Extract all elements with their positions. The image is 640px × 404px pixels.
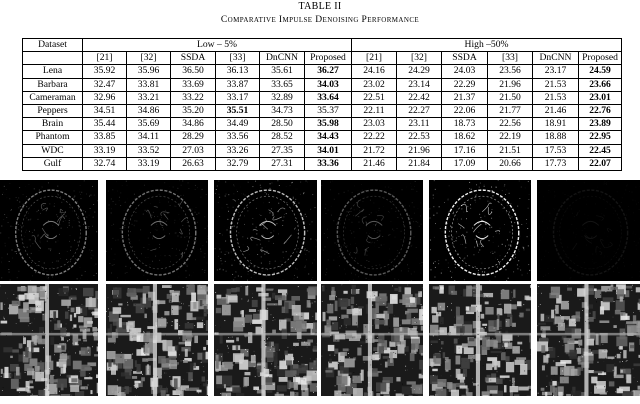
results-table bbox=[22, 38, 622, 171]
table-row bbox=[23, 65, 622, 78]
psnr-high-cell: 23.01 bbox=[579, 91, 622, 104]
psnr-high-cell: 22.42 bbox=[397, 91, 442, 104]
psnr-low-cell: 34.11 bbox=[127, 131, 171, 144]
header-group-low: Low – 5% bbox=[83, 39, 352, 52]
psnr-high-cell: 22.29 bbox=[442, 78, 488, 91]
psnr-low-cell: 33.19 bbox=[127, 157, 171, 170]
psnr-low-cell: 33.19 bbox=[83, 144, 127, 157]
psnr-high-cell: 22.51 bbox=[352, 91, 397, 104]
psnr-high-cell: 21.51 bbox=[488, 144, 533, 157]
header-blank bbox=[23, 52, 83, 65]
psnr-high-cell: 22.19 bbox=[488, 131, 533, 144]
psnr-high-cell: 22.56 bbox=[488, 118, 533, 131]
psnr-low-cell: 35.61 bbox=[260, 65, 305, 78]
header-dataset: Dataset bbox=[23, 39, 83, 52]
psnr-high-cell: 24.16 bbox=[352, 65, 397, 78]
header-row-methods bbox=[23, 52, 622, 65]
aerial-image-5 bbox=[429, 284, 531, 396]
psnr-high-cell: 24.29 bbox=[397, 65, 442, 78]
psnr-low-cell: 34.03 bbox=[305, 78, 352, 91]
psnr-high-cell: 17.09 bbox=[442, 157, 488, 170]
brain-image-5 bbox=[429, 180, 531, 281]
result-figure bbox=[0, 180, 640, 404]
table-row bbox=[23, 118, 622, 131]
psnr-high-cell: 18.88 bbox=[533, 131, 579, 144]
psnr-low-cell: 35.37 bbox=[305, 104, 352, 117]
psnr-low-cell: 34.86 bbox=[171, 118, 216, 131]
table-row bbox=[23, 157, 622, 170]
psnr-high-cell: 23.14 bbox=[397, 78, 442, 91]
psnr-high-cell: 24.59 bbox=[579, 65, 622, 78]
table-body bbox=[23, 65, 622, 171]
psnr-low-cell: 33.21 bbox=[127, 91, 171, 104]
psnr-low-cell: 36.27 bbox=[305, 65, 352, 78]
psnr-low-cell: 27.31 bbox=[260, 157, 305, 170]
psnr-high-cell: 21.96 bbox=[488, 78, 533, 91]
psnr-high-cell: 21.77 bbox=[488, 104, 533, 117]
aerial-panel-4 bbox=[321, 284, 423, 396]
header-method-low-2: [32] bbox=[127, 52, 171, 65]
dataset-name: Brain bbox=[23, 118, 83, 131]
aerial-panel-3 bbox=[214, 284, 317, 396]
header-method-low-4: [33] bbox=[216, 52, 260, 65]
psnr-low-cell: 34.49 bbox=[216, 118, 260, 131]
brain-panel-6 bbox=[537, 180, 640, 281]
header-method-high-3: SSDA bbox=[442, 52, 488, 65]
psnr-high-cell: 22.11 bbox=[352, 104, 397, 117]
header-method-high-6: Proposed bbox=[579, 52, 622, 65]
psnr-high-cell: 22.22 bbox=[352, 131, 397, 144]
brain-panel-4 bbox=[321, 180, 423, 281]
dataset-name: Peppers bbox=[23, 104, 83, 117]
dataset-name: Gulf bbox=[23, 157, 83, 170]
psnr-low-cell: 33.52 bbox=[127, 144, 171, 157]
psnr-high-cell: 17.16 bbox=[442, 144, 488, 157]
header-row-groups bbox=[23, 39, 622, 52]
psnr-low-cell: 35.20 bbox=[171, 104, 216, 117]
psnr-low-cell: 35.96 bbox=[127, 65, 171, 78]
psnr-low-cell: 32.96 bbox=[83, 91, 127, 104]
psnr-high-cell: 23.89 bbox=[579, 118, 622, 131]
psnr-low-cell: 35.92 bbox=[83, 65, 127, 78]
psnr-high-cell: 21.46 bbox=[533, 104, 579, 117]
psnr-high-cell: 21.50 bbox=[488, 91, 533, 104]
table-row bbox=[23, 91, 622, 104]
header-method-low-1: [21] bbox=[83, 52, 127, 65]
psnr-high-cell: 24.03 bbox=[442, 65, 488, 78]
aerial-image-2 bbox=[106, 284, 208, 396]
psnr-low-cell: 32.47 bbox=[83, 78, 127, 91]
psnr-low-cell: 26.63 bbox=[171, 157, 216, 170]
psnr-low-cell: 35.44 bbox=[83, 118, 127, 131]
table-row bbox=[23, 78, 622, 91]
psnr-low-cell: 27.03 bbox=[171, 144, 216, 157]
psnr-low-cell: 35.51 bbox=[216, 104, 260, 117]
table-caption: Comparative Impulse Denoising Performance bbox=[220, 15, 420, 25]
psnr-low-cell: 32.74 bbox=[83, 157, 127, 170]
psnr-high-cell: 21.53 bbox=[533, 91, 579, 104]
psnr-low-cell: 36.13 bbox=[216, 65, 260, 78]
aerial-panel-5 bbox=[429, 284, 531, 396]
psnr-low-cell: 33.22 bbox=[171, 91, 216, 104]
psnr-low-cell: 28.50 bbox=[260, 118, 305, 131]
psnr-low-cell: 33.69 bbox=[171, 78, 216, 91]
psnr-high-cell: 23.11 bbox=[397, 118, 442, 131]
brain-panel-2 bbox=[106, 180, 208, 281]
header-method-low-3: SSDA bbox=[171, 52, 216, 65]
psnr-high-cell: 21.46 bbox=[352, 157, 397, 170]
dataset-name: Barbara bbox=[23, 78, 83, 91]
psnr-high-cell: 22.07 bbox=[579, 157, 622, 170]
header-method-high-4: [33] bbox=[488, 52, 533, 65]
aerial-image-3 bbox=[214, 284, 317, 396]
header-method-low-6: Proposed bbox=[305, 52, 352, 65]
brain-image-1 bbox=[0, 180, 98, 281]
psnr-low-cell: 33.26 bbox=[216, 144, 260, 157]
table-row bbox=[23, 131, 622, 144]
header-method-high-1: [21] bbox=[352, 52, 397, 65]
psnr-low-cell: 33.56 bbox=[216, 131, 260, 144]
psnr-high-cell: 23.66 bbox=[579, 78, 622, 91]
psnr-low-cell: 33.17 bbox=[216, 91, 260, 104]
dataset-name: Lena bbox=[23, 65, 83, 78]
aerial-image-4 bbox=[321, 284, 423, 396]
psnr-low-cell: 33.64 bbox=[305, 91, 352, 104]
brain-image-6 bbox=[537, 180, 640, 281]
dataset-name: WDC bbox=[23, 144, 83, 157]
psnr-high-cell: 21.37 bbox=[442, 91, 488, 104]
psnr-low-cell: 32.79 bbox=[216, 157, 260, 170]
psnr-high-cell: 23.17 bbox=[533, 65, 579, 78]
psnr-high-cell: 21.84 bbox=[397, 157, 442, 170]
psnr-low-cell: 33.65 bbox=[260, 78, 305, 91]
psnr-low-cell: 34.43 bbox=[305, 131, 352, 144]
psnr-low-cell: 35.69 bbox=[127, 118, 171, 131]
table-number: TABLE II bbox=[298, 1, 342, 12]
brain-panel-5 bbox=[429, 180, 531, 281]
psnr-high-cell: 23.02 bbox=[352, 78, 397, 91]
psnr-low-cell: 36.50 bbox=[171, 65, 216, 78]
psnr-low-cell: 27.35 bbox=[260, 144, 305, 157]
header-method-low-5: DnCNN bbox=[260, 52, 305, 65]
psnr-low-cell: 32.89 bbox=[260, 91, 305, 104]
psnr-high-cell: 23.56 bbox=[488, 65, 533, 78]
psnr-high-cell: 17.53 bbox=[533, 144, 579, 157]
aerial-panel-1 bbox=[0, 284, 98, 396]
header-method-high-2: [32] bbox=[397, 52, 442, 65]
psnr-high-cell: 20.66 bbox=[488, 157, 533, 170]
aerial-image-6 bbox=[537, 284, 640, 396]
psnr-low-cell: 33.87 bbox=[216, 78, 260, 91]
header-method-high-5: DnCNN bbox=[533, 52, 579, 65]
psnr-low-cell: 35.98 bbox=[305, 118, 352, 131]
psnr-high-cell: 22.76 bbox=[579, 104, 622, 117]
brain-panel-1 bbox=[0, 180, 98, 281]
psnr-high-cell: 18.62 bbox=[442, 131, 488, 144]
psnr-low-cell: 33.85 bbox=[83, 131, 127, 144]
psnr-high-cell: 21.53 bbox=[533, 78, 579, 91]
psnr-high-cell: 18.91 bbox=[533, 118, 579, 131]
psnr-high-cell: 21.96 bbox=[397, 144, 442, 157]
psnr-low-cell: 34.73 bbox=[260, 104, 305, 117]
psnr-high-cell: 17.73 bbox=[533, 157, 579, 170]
aerial-panel-2 bbox=[106, 284, 208, 396]
table-row bbox=[23, 144, 622, 157]
psnr-high-cell: 22.27 bbox=[397, 104, 442, 117]
dataset-name: Cameraman bbox=[23, 91, 83, 104]
psnr-high-cell: 21.72 bbox=[352, 144, 397, 157]
psnr-low-cell: 34.86 bbox=[127, 104, 171, 117]
psnr-high-cell: 22.53 bbox=[397, 131, 442, 144]
aerial-image-1 bbox=[0, 284, 98, 396]
psnr-low-cell: 34.51 bbox=[83, 104, 127, 117]
brain-panel-3 bbox=[214, 180, 317, 281]
brain-image-4 bbox=[321, 180, 423, 281]
psnr-low-cell: 28.29 bbox=[171, 131, 216, 144]
aerial-panel-6 bbox=[537, 284, 640, 396]
brain-image-2 bbox=[106, 180, 208, 281]
dataset-name: Phantom bbox=[23, 131, 83, 144]
brain-image-3 bbox=[214, 180, 317, 281]
psnr-low-cell: 33.81 bbox=[127, 78, 171, 91]
psnr-high-cell: 22.45 bbox=[579, 144, 622, 157]
psnr-high-cell: 18.73 bbox=[442, 118, 488, 131]
table-title-block bbox=[0, 0, 640, 26]
psnr-high-cell: 23.03 bbox=[352, 118, 397, 131]
psnr-low-cell: 34.01 bbox=[305, 144, 352, 157]
psnr-low-cell: 33.36 bbox=[305, 157, 352, 170]
psnr-high-cell: 22.06 bbox=[442, 104, 488, 117]
psnr-high-cell: 22.95 bbox=[579, 131, 622, 144]
header-group-high: High –50% bbox=[352, 39, 622, 52]
psnr-low-cell: 28.52 bbox=[260, 131, 305, 144]
table-row bbox=[23, 104, 622, 117]
